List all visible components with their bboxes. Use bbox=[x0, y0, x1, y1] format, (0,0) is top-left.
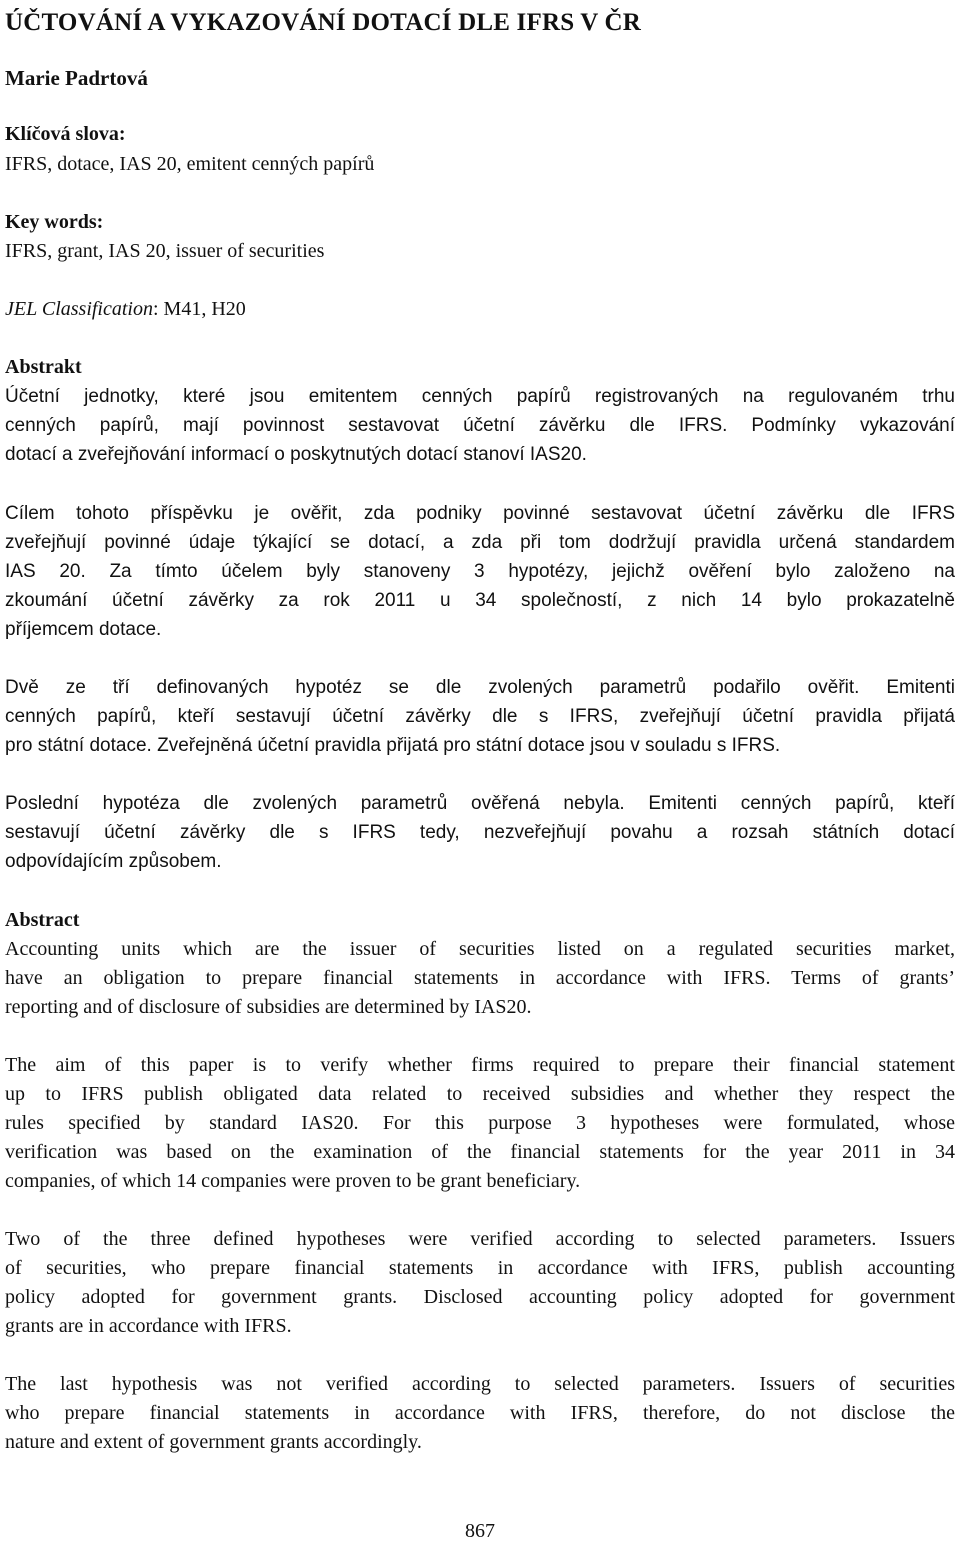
abstract-p4-line: who prepare financial statements in accordance with IFRS, therefore, do not disclose the bbox=[5, 1402, 955, 1424]
abstrakt-p3-line: pro státní dotace. Zveřejněná účetní pravidla přijatá pro státní dotace jsou v souladu s IFRS. bbox=[5, 735, 781, 756]
abstrakt-p2-line: Cílem tohoto příspěvku je ověřit, zda podniky povinné sestavovat účetní závěrku dle IFRS bbox=[5, 503, 955, 524]
abstract-p2-line: rules specified by standard IAS20. For this purpose 3 hypotheses were formulated, whose bbox=[5, 1112, 955, 1134]
abstrakt-heading: Abstrakt bbox=[5, 356, 82, 378]
abstract-p3-line: grants are in accordance with IFRS. bbox=[5, 1315, 292, 1337]
abstrakt-p1-line: dotací a zveřejňování informací o poskytnutých dotací stanoví IAS20. bbox=[5, 444, 587, 465]
abstract-heading: Abstract bbox=[5, 909, 80, 931]
abstract-p4-line: The last hypothesis was not verified according to selected parameters. Issuers of securities bbox=[5, 1373, 955, 1395]
abstrakt-p2-line: IAS 20. Za tímto účelem byly stanoveny 3 hypotézy, jejichž ověření bylo založeno na bbox=[5, 561, 955, 582]
author-name: Marie Padrtová bbox=[5, 66, 148, 90]
keywords-en-label: Key words: bbox=[5, 211, 104, 233]
abstrakt-p4-line: Poslední hypotéza dle zvolených parametrů ověřená nebyla. Emitenti cenných papírů, kteří bbox=[5, 793, 955, 814]
abstrakt-p3-line: cenných papírů, kteří sestavují účetní závěrky dle s IFRS, zveřejňují účetní pravidla přijatá bbox=[5, 706, 955, 727]
abstract-p4-line: nature and extent of government grants accordingly. bbox=[5, 1431, 422, 1453]
jel-label: JEL Classification bbox=[5, 298, 153, 320]
abstrakt-p4-line: sestavují účetní závěrky dle s IFRS tedy, nezveřejňují povahu a rozsah státních dotací bbox=[5, 822, 955, 843]
abstract-p1-line: have an obligation to prepare financial statements in accordance with IFRS. Terms of grants’ bbox=[5, 967, 955, 989]
abstract-p1-line: Accounting units which are the issuer of securities listed on a regulated securities market, bbox=[5, 938, 955, 960]
abstract-p3-line: of securities, who prepare financial statements in accordance with IFRS, publish accounting bbox=[5, 1257, 955, 1279]
keywords-cz-text: IFRS, dotace, IAS 20, emitent cenných papírů bbox=[5, 153, 375, 175]
keywords-cz-label: Klíčová slova: bbox=[5, 123, 126, 145]
abstrakt-p4-line: odpovídajícím způsobem. bbox=[5, 851, 222, 872]
abstract-p2-line: The aim of this paper is to verify whether firms required to prepare their financial statement bbox=[5, 1054, 955, 1076]
jel-classification bbox=[5, 295, 955, 324]
abstrakt-p2-line: příjemcem dotace. bbox=[5, 619, 162, 640]
abstract-p2-line: companies, of which 14 companies were proven to be grant beneficiary. bbox=[5, 1170, 581, 1192]
keywords-en-text: IFRS, grant, IAS 20, issuer of securities bbox=[5, 240, 325, 262]
abstract-p2-line: verification was based on the examination of the financial statements for the year 2011 in 34 bbox=[5, 1141, 955, 1163]
abstract-p1-line: reporting and of disclosure of subsidies are determined by IAS20. bbox=[5, 996, 532, 1018]
abstrakt-p2-line: zveřejňují povinné údaje týkající se dotací, a zda při tom dodržují pravidla určená standardem bbox=[5, 532, 955, 553]
paper-title: ÚČTOVÁNÍ A VYKAZOVÁNÍ DOTACÍ DLE IFRS V ČR bbox=[5, 9, 642, 36]
abstrakt-p1-line: cenných papírů, mají povinnost sestavovat účetní závěrku dle IFRS. Podmínky vykazování bbox=[5, 415, 955, 436]
abstract-p2-line: up to IFRS publish obligated data related to received subsidies and whether they respect the bbox=[5, 1083, 955, 1105]
page-number: 867 bbox=[465, 1520, 495, 1542]
abstrakt-p2-line: zkoumání účetní závěrky za rok 2011 u 34 společností, z nich 14 bylo prokazatelně bbox=[5, 590, 955, 611]
jel-codes: : M41, H20 bbox=[152, 298, 246, 320]
abstrakt-p3-line: Dvě ze tří definovaných hypotéz se dle zvolených parametrů podařilo ověřit. Emitenti bbox=[5, 677, 955, 698]
abstract-p3-line: policy adopted for government grants. Disclosed accounting policy adopted for government bbox=[5, 1286, 955, 1308]
abstrakt-p1-line: Účetní jednotky, které jsou emitentem cenných papírů registrovaných na regulovaném trhu bbox=[5, 386, 955, 407]
abstract-p3-line: Two of the three defined hypotheses were verified according to selected parameters. Issuers bbox=[5, 1228, 955, 1250]
